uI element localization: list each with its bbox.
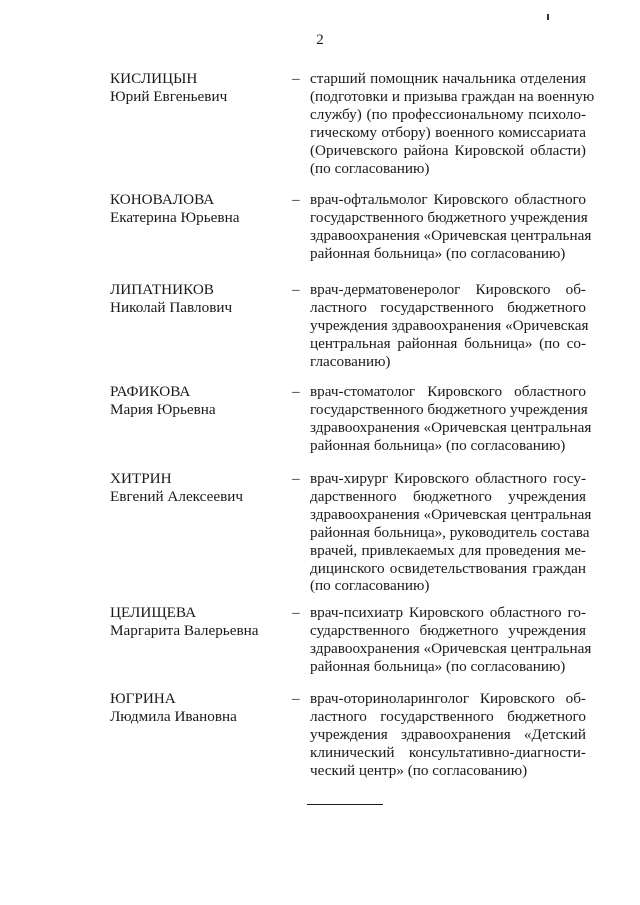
member-given-names: Екатерина Юрьевна [110,208,240,226]
member-given-names: Николай Павлович [110,298,233,316]
member-name [110,383,280,419]
member-dash: – [292,690,300,707]
member-name [110,281,280,317]
member-role-line: здравоохранения «Оричевская центральная [310,505,592,523]
member-dash: – [292,604,300,621]
member-role [310,470,592,595]
member-role [310,604,592,676]
member-given-names: Маргарита Валерьевна [110,621,259,639]
member-surname: ЦЕЛИЩЕВА [110,604,197,621]
member-role-line: государственного бюджетного учреждения [310,400,588,418]
member-role-line: врач-психиатр Кировского областного го- [310,604,586,621]
member-role-line: районная больница» (по согласованию) [310,657,566,675]
member-role-line: учреждения здравоохранения «Детский [310,725,586,743]
member-role-line: (подготовки и призыва граждан на военную [310,87,595,105]
member-role-line: врач-стоматолог Кировского областного [310,383,586,400]
member-given-names: Евгений Алексеевич [110,487,244,505]
member-given-names: Юрий Евгеньевич [110,87,228,105]
member-name [110,70,280,106]
member-role-line: ластного государственного бюджетного [310,298,586,316]
member-given-names: Мария Юрьевна [110,400,216,418]
member-role-line: районная больница», руководитель состава [310,523,590,541]
member-surname: КОНОВАЛОВА [110,191,215,208]
member-surname: ЮГРИНА [110,690,176,707]
member-role-line: врач-офтальмолог Кировского областного [310,191,586,208]
member-role-line: (Оричевского района Кировской области) [310,141,586,159]
member-role-line: ческий центр» (по согласованию) [310,761,528,779]
end-of-list-rule [307,804,383,805]
member-role-line: дицинского освидетельствования граждан [310,559,586,577]
member-role-line: дарственного бюджетного учреждения [310,487,586,505]
member-role-line: (по согласованию) [310,159,430,177]
member-dash: – [292,191,300,208]
member-role-line: центральная районная больница» (по со- [310,334,586,352]
member-role-line: старший помощник начальника отделения [310,70,586,87]
member-role [310,70,595,177]
member-dash: – [292,470,300,487]
member-role-line: районная больница» (по согласованию) [310,244,566,262]
member-role [310,191,592,263]
member-role-line: (по согласованию) [310,577,430,595]
member-role [310,690,586,780]
member-role-line: государственного бюджетного учреждения [310,208,588,226]
member-name [110,604,280,640]
member-name [110,191,280,227]
member-surname: РАФИКОВА [110,383,191,400]
member-role-line: гласованию) [310,352,391,370]
member-surname: ЛИПАТНИКОВ [110,281,214,298]
member-dash: – [292,281,300,298]
member-role-line: врач-оториноларинголог Кировского об- [310,690,586,707]
member-surname: ХИТРИН [110,470,172,487]
member-role-line: гическому отбору) военного комиссариата [310,123,586,141]
member-surname: КИСЛИЦЫН [110,70,198,87]
member-dash: – [292,383,300,400]
member-name [110,470,280,506]
member-role-line: сударственного бюджетного учреждения [310,621,586,639]
member-role-line: здравоохранения «Оричевская центральная [310,418,592,436]
page-number: 2 [316,32,324,48]
member-role-line: врач-хирург Кировского областного госу- [310,470,586,487]
member-role-line: клинический консультативно-диагности- [310,743,586,761]
member-role [310,383,592,455]
member-role-line: службу) (по профессиональному психоло- [310,105,586,123]
member-role-line: ластного государственного бюджетного [310,707,586,725]
member-name [110,690,280,726]
member-role-line: врач-дерматовенеролог Кировского об- [310,281,586,298]
member-role-line: районная больница» (по согласованию) [310,436,566,454]
member-dash: – [292,70,300,87]
member-role [310,281,589,371]
member-role-line: здравоохранения «Оричевская центральная [310,639,592,657]
member-role-line: учреждения здравоохранения «Оричевская [310,316,589,334]
member-given-names: Людмила Ивановна [110,707,237,725]
member-role-line: здравоохранения «Оричевская центральная [310,226,592,244]
member-role-line: врачей, привлекаемых для проведения ме- [310,541,586,559]
